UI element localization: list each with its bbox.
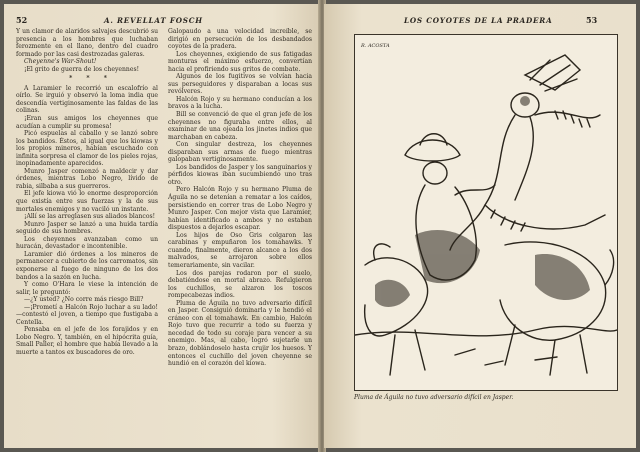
shadow-mass (415, 230, 480, 283)
cowboy-face (423, 162, 447, 184)
paragraph: —¡Prometí a Halcón Rojo luchar a su lado! —contestó el joven, a tiempo que fustigaba a Centella. (16, 303, 158, 326)
paragraph: Halcón Rojo y su hermano conducían a los bravos a la lucha. (168, 95, 312, 111)
paragraph: ¡Allí se las arreglasen sus aliados blancos! (24, 213, 156, 221)
paragraph: —¿Y usted? ¿No corre más riesgo Bill? (24, 296, 144, 304)
right-page (324, 4, 636, 448)
paragraph: Munro Jasper comenzó a maldecir y dar órdenes, mientras Lobo Negro, lívido de rabia, silbaba a sus guerreros. (16, 167, 158, 190)
paragraph: Bill se convenció de que el gran jefe de los cheyennes no figuraba entre ellos, al examinar de una ojeada los jinetes indios que marchaban en cabeza. (168, 111, 312, 141)
paragraph: Y un clamor de alaridos salvajes descubrió su presencia a los hombres que luchaban ferozmente en el llano, dentro del cuadro formado por las casi destrozadas galeras. (16, 28, 158, 58)
left-column-2 (168, 28, 312, 442)
paragraph: Munro Jasper se lanzó a una huida tardía seguido de sus hombres. (16, 220, 158, 236)
illustration-signature: R. ACOSTA (361, 43, 390, 49)
paragraph: Los bandidos de Jasper y los sanguinarios y pérfidos kiowas iban sucumbiendo uno tras otro. (168, 163, 312, 186)
paragraph: Pluma de Águila no tuvo adversario difícil en Jasper. Consiguió dominarla y le hendió el cráneo con el tomahawk. En cambio, Halcón Rojo tuvo que recurrir a todo su fuerza y necedad de todo su coraje para vencer a su enemigo. Mas, al cabo, logró sujetarle un brazo, doblándoselo hasta crujir los huesos. Y entonces el cuchillo del joven cheyenne se hundió en el corazón del kiowa. (168, 299, 312, 368)
warrior-body (450, 115, 515, 250)
paragraph: A Laramier le recorrió un escalofrío al oírlo. Se irguió y observó la loma india que descendía vertiginosamente las faldas de las colinas. (16, 84, 158, 115)
paragraph: Los dos parejas rodaron por el suelo, debatiéndose en mortal abrazo. Refulgieron los cuchillos, se alzaron los toscos rompecabezas indios. (168, 269, 312, 300)
paragraph: Algunos de los fugitivos se volvían hacia sus perseguidores y disparaban a locas sus revólveres. (168, 73, 312, 96)
warrior-arm (535, 112, 600, 118)
paragraph: ¡Eran sus amigos los cheyennes que acudían a cumplir su promesa! (16, 115, 158, 130)
warrior-leg (485, 205, 605, 229)
left-page-number: 52 (16, 15, 28, 25)
left-column-1 (16, 28, 158, 442)
paragraph: Pero Halcón Rojo y su hermano Pluma de Águila no se detenían a rematar a los caídos, persistiendo en correr tras de Lobo Negro y Munro Jasper. Con mejor vista que Laramier, habían identificado a ambos y no estaban dispuestos a dejarlos escapar. (168, 186, 312, 232)
paragraph: Pensaba en el jefe de los forajidos y en Lobo Negro. Y, también, en el hipócrita guía, Small Paller, el hombre que había llevado a la muerte a tantos ex buscadores de oro. (16, 326, 158, 356)
paragraph: Los cheyennes, exigiendo de sus fatigadas monturas el máximo esfuerzo, convertían hacia el profiriendo sus gritos de combate. (168, 50, 312, 73)
paragraph: Laramier dió órdenes a los mineros de permanecer a cubierto de los carromatos, sin exponerse al fuego de ninguno de los dos bandos a la sazón en lucha. (16, 250, 158, 281)
paragraph: Cheyenne's War-Shout! (24, 58, 97, 66)
illustration (354, 34, 618, 391)
paragraph: Y como O'Hara le viese la intención de salir, le preguntó: (16, 281, 158, 296)
right-running-head: LOS COYOTES DE LA PRADERA (404, 16, 553, 25)
left-page (4, 4, 320, 448)
paragraph: Picó espuelas al caballo y se lanzó sobre los bandidos. Éstos, al igual que los kiowas y los propios mineros, habían escuchado con infinita sorpresa el clamor de los pieles rojas, inopinadamente aparecidos. (16, 130, 158, 168)
paper-stain (204, 304, 264, 344)
cowboy-hat (405, 140, 460, 161)
left-running-head: A. REVELLAT FOSCH (104, 16, 203, 25)
paragraph: Con singular destreza, los cheyennes disparaban sus armas de fuego mientras galopaban vertiginosamente. (168, 141, 312, 164)
right-page-number: 53 (586, 15, 598, 25)
illustration-caption: Pluma de Águila no tuvo adversario difícil en Jasper. (354, 394, 514, 401)
paragraph: ¡El grito de guerra de los cheyennes! (24, 65, 140, 73)
paragraph: Los hijos de Oso Gris colgaron las carabinas y empuñaron los tomahawks. Y cuando, finalmente, dieron alcance a los dos malvados, se arrojaron sobre ellos temerariamente, sin vacilar. (168, 231, 312, 269)
feather-headdress (525, 55, 580, 90)
paragraph: El jefe kiowa vió lo enorme desproporción que existía entre sus fuerzas y la de sus mortales enemigos y no vaciló un instante. (16, 190, 158, 213)
fight-scene-drawing (355, 35, 617, 390)
paragraph: Los cheyennes avanzaban como un huracán, devastador e incontenible. (16, 235, 158, 251)
paragraph: * * * (69, 75, 113, 83)
paragraph: Galopaudo a una velocidad increíble, se dirigió en persecución de los desbandados coyotes de la pradera. (168, 28, 312, 51)
